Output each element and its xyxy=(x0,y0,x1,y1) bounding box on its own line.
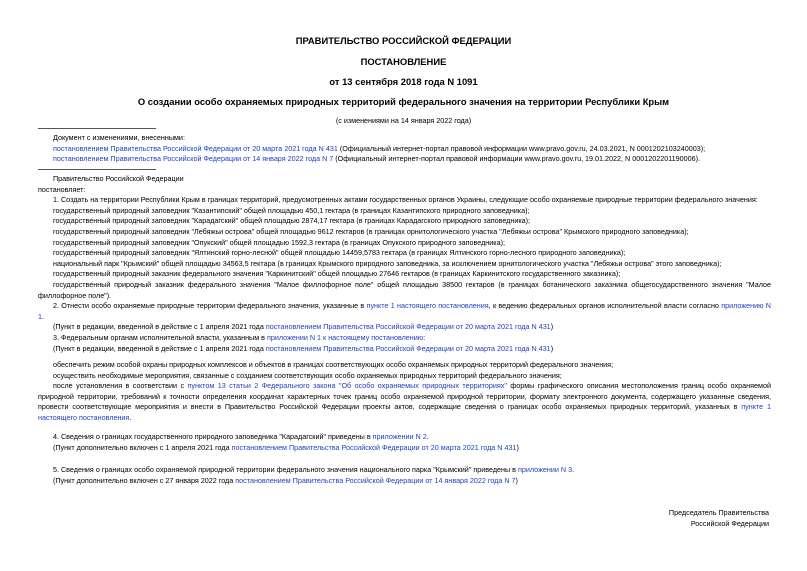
link-appendix-2[interactable]: приложении N 2 xyxy=(372,432,427,441)
item-1: 1. Создать на территории Республики Крым в границах территорий, предусмотренных актами государственных органов Украины, следующие особо охраняемые природные территории федерального значения: xyxy=(53,195,758,205)
link-amendment-2021[interactable]: постановлением Правительства Российской Федерации от 20 марта 2021 года N 431 xyxy=(265,343,551,353)
item-3-end: : xyxy=(423,332,426,342)
changes-tail-1: (Официальный интернет-портал правовой информации www.pravo.gov.ru, 24.03.2021, N 0001202103240003); xyxy=(337,143,706,153)
signature-title: Председатель Правительства xyxy=(668,508,769,517)
signature-block xyxy=(669,508,769,529)
addition-note-end: ) xyxy=(515,475,518,485)
item-2-end: . xyxy=(42,311,44,321)
item-5-block xyxy=(53,465,771,486)
list-item: государственный природный заповедник "Казантипский" общей площадью 450,1 гектара (в границах Казантипского природного заповедника); xyxy=(53,205,530,215)
item-4-block xyxy=(53,432,771,453)
document-date: от 13 сентября 2018 года N 1091 xyxy=(329,76,478,87)
edition-note-end: ) xyxy=(550,322,554,332)
subpoint-3-end: . xyxy=(129,412,132,422)
list-item: государственный природный заказник федерального значения "Малое филлофорное поле" общей площадью 38500 гектаров (в границах ботанического заказника общегосударственного значения "Малое филлофорное поле"). xyxy=(38,279,771,300)
item-4-text: 4. Сведения о границах государственного природного заповедника "Карадагский" приведены в xyxy=(53,432,373,441)
item-3 xyxy=(53,333,771,344)
amendment-link-2021[interactable]: постановлением Правительства Российской Федерации от 20 марта 2021 года N 431 xyxy=(53,143,338,153)
item-4-end: . xyxy=(426,432,429,441)
issuer-heading: ПРАВИТЕЛЬСТВО РОССИЙСКОЙ ФЕДЕРАЦИИ xyxy=(295,35,512,46)
item-2-text-b: , к ведению федеральных органов исполнительной власти согласно xyxy=(488,301,722,311)
addition-note-text: (Пункт дополнительно включен с 27 января 2022 года xyxy=(53,475,236,485)
edition-note-end: ) xyxy=(550,343,554,353)
resolution-body xyxy=(38,174,771,354)
subpoint-1: обеспечить режим особой охраны природных комплексов и объектов в границах соответствующих особо охраняемых природных территорий федерального значения; xyxy=(53,360,614,369)
list-item: государственный природный заповедник "Карадагский" общей площадью 2874,17 гектара (в границах Карадагского природного заповедника); xyxy=(53,216,531,226)
amendment-link-2022[interactable]: постановлением Правительства Российской Федерации от 14 января 2022 года N 7 xyxy=(53,154,334,164)
changes-tail-2: (Официальный интернет-портал правовой информации www.pravo.gov.ru, 19.01.2022, N 0001202201190006). xyxy=(333,154,701,164)
link-item-1-b[interactable]: пункте 1 настоящего постановления xyxy=(38,402,771,422)
subpoint-3-text: после установления в соответствии с xyxy=(53,381,188,391)
item-2 xyxy=(38,301,771,322)
item-5-text: 5. Сведения о границах особо охраняемой природной территории федерального значения национального парка "Крымский" приведены в xyxy=(53,465,518,474)
resolves-line: постановляет: xyxy=(38,184,86,194)
edition-note-text: (Пункт в редакции, введенной в действие с 1 апреля 2021 года xyxy=(53,343,266,353)
link-appendix-3[interactable]: приложении N 3 xyxy=(518,465,573,474)
link-appendix-1-b[interactable]: приложении N 1 к настоящему постановлению xyxy=(266,332,424,342)
list-item: государственный природный заповедник "Опукский" общей площадью 1592,3 гектара (в границах Опукского природного заповедника); xyxy=(53,237,505,247)
link-amendment-2022[interactable]: постановлением Правительства Российской Федерации от 14 января 2022 года N 7 xyxy=(235,475,516,485)
list-item: государственный природный заказник федерального значения "Каркинитский" общей площадью 27646 гектаров (в границах Каркинитского государственного заказника); xyxy=(53,269,621,279)
link-appendix-1[interactable]: приложению N 1 xyxy=(38,301,771,321)
link-amendment-2021[interactable]: постановлением Правительства Российской Федерации от 20 марта 2021 года N 431 xyxy=(265,322,551,332)
link-amendment-2021-c[interactable]: постановлением Правительства Российской Федерации от 20 марта 2021 года N 431 xyxy=(231,442,517,452)
changes-block xyxy=(53,133,771,165)
item-4 xyxy=(53,432,771,443)
subpoint-2: осуществить необходимые мероприятия, связанные с созданием соответствующих особо охраняемых природных территорий федерального значения; xyxy=(53,370,562,380)
document-title: О создании особо охраняемых природных территорий федерального значения на территории Республики Крым xyxy=(137,96,670,107)
list-item: национальный парк "Крымский" общей площадью 34563,5 гектара (в границах Крымского природного заповедника, за исключением орнитологического участка "Лебяжьи острова" этого заповедника); xyxy=(53,258,722,268)
list-item: государственный природный заповедник "Ялтинский горно-лесной" общей площадью 14459,5783 гектара (в границах Ялтинского горно-лесного природного заповедника); xyxy=(53,248,626,258)
signature-org: Российской Федерации xyxy=(690,518,769,528)
item-3-text: 3. Федеральным органам исполнительной власти, указанным в xyxy=(53,332,267,342)
changes-line-1 xyxy=(53,144,771,155)
addition-note-item-5 xyxy=(53,476,771,487)
edition-note-text: (Пункт в редакции, введенной в действие с 1 апреля 2021 года xyxy=(53,322,266,332)
document-type: ПОСТАНОВЛЕНИЕ xyxy=(360,56,447,67)
link-item-1[interactable]: пункте 1 настоящего постановления xyxy=(366,301,489,311)
addition-note-text: (Пункт дополнительно включен с 1 апреля 2021 года xyxy=(53,442,232,452)
edition-note-item-2 xyxy=(53,322,771,333)
changes-intro: Документ с изменениями, внесенными: xyxy=(53,133,185,142)
item-5 xyxy=(53,465,771,476)
link-federal-law[interactable]: пунктом 13 статьи 2 Федерального закона "Об особо охраняемых природных территориях" xyxy=(187,381,507,391)
changes-line-2 xyxy=(53,154,771,165)
edition-note-item-3 xyxy=(53,344,771,355)
addition-note-end: ) xyxy=(516,442,519,452)
item-2-text: 2. Отнести особо охраняемые природные территории федерального значения, указанные в xyxy=(53,301,367,311)
divider-top xyxy=(38,128,156,129)
subpoint-3-text-b: формы графического описания местоположения границ особо охраняемой природной территории, требований к точности определения координат характерных точек границ особо охраняемой природной территории, формату электронного документа, содержащего указанные сведения, провести соответствующие мероприятия и внести в Правительство Российской Федерации проекты актов, содержащие сведения о границах особо охраняемых природных территорий, указанных в xyxy=(38,381,771,412)
government-line: Правительство Российской Федерации xyxy=(53,174,184,183)
addition-note-item-4 xyxy=(53,443,771,454)
item-3-subpoints xyxy=(38,360,771,424)
list-item: государственный природный заповедник "Лебяжьи острова" общей площадью 9612 гектаров (в границах орнитологического участка "Лебяжьи острова" Крымского природного заповедника); xyxy=(53,226,689,236)
item-5-end: . xyxy=(572,465,575,474)
divider-bottom xyxy=(38,169,156,170)
edition-note: (с изменениями на 14 января 2022 года) xyxy=(335,116,472,125)
subpoint-3 xyxy=(38,381,771,423)
